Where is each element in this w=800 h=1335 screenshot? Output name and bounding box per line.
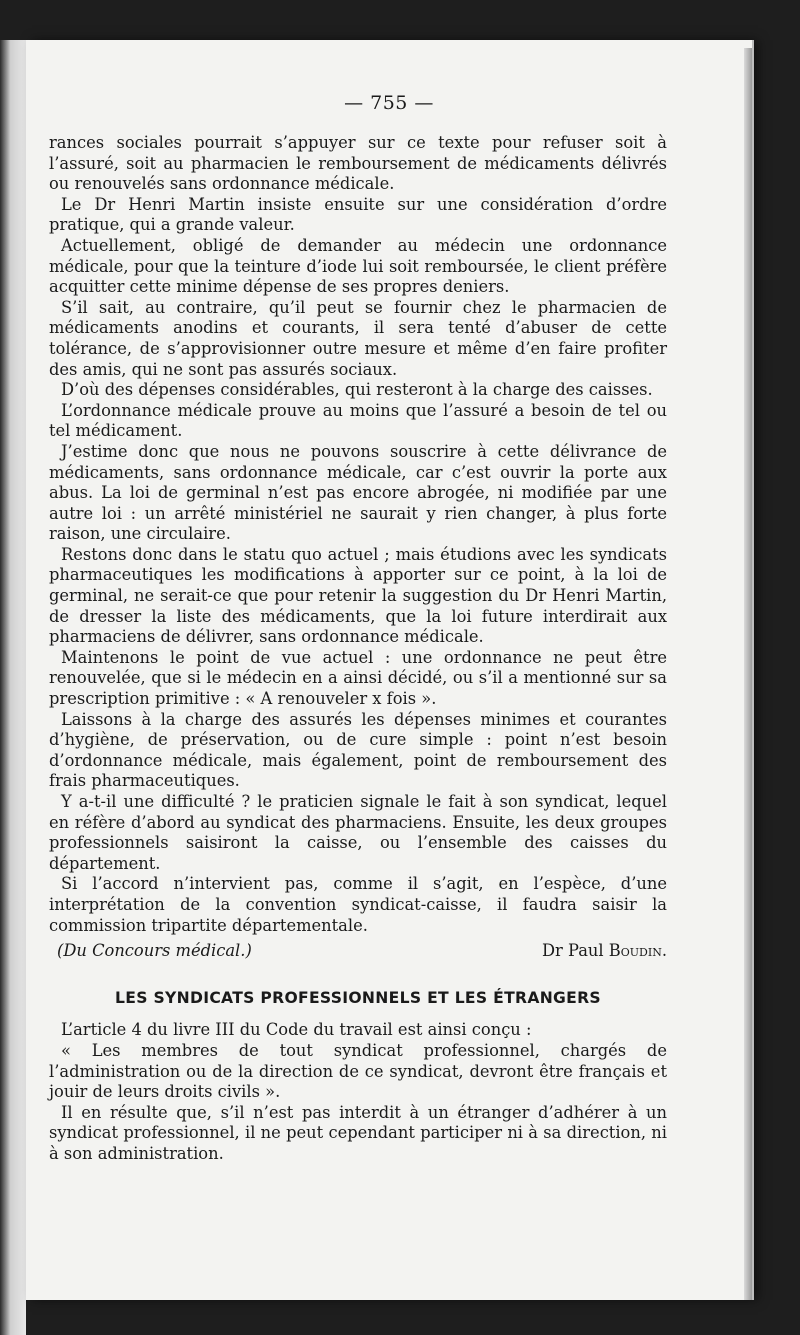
article-author bbox=[542, 941, 667, 962]
paragraph: Si l’accord n’intervient pas, comme il s’agit, en l’espèce, d’une interprétation de la convention syndicat-caisse, il faudra saisir la commission tripartite départementale. bbox=[49, 874, 667, 935]
paragraph: D’où des dépenses considérables, qui resteront à la charge des caisses. bbox=[61, 380, 653, 400]
page-edge bbox=[744, 48, 752, 1300]
article-source: (Du Concours médical.) bbox=[57, 941, 252, 961]
paragraph: Actuellement, obligé de demander au médecin une ordonnance médicale, pour que la teinture d’iode lui soit remboursée, le client préfère acquitter cette minime dépense de ses propres deniers. bbox=[49, 235, 667, 297]
paragraph: Maintenons le point de vue actuel : une ordonnance ne peut être renouvelée, que si le médecin en a ainsi décidé, ou s’il a mentionné sur sa prescription primitive : « A renouveler x fois ». bbox=[49, 647, 667, 709]
paragraph: Restons donc dans le statu quo actuel ; mais étudions avec les syndicats pharmaceutiques les modifications à apporter sur ce point, à la loi de germinal, ne serait-ce que pour retenir la suggestion du Dr Henri Martin, de dresser la liste des médicaments, que la loi future interdirait aux pharmaciens de délivrer, sans ordonnance médicale. bbox=[49, 544, 667, 647]
paragraph: Il en résulte que, s’il n’est pas interdit à un étranger d’adhérer à un syndicat professionnel, il ne peut cependant participer ni à sa direction, ni à son administration. bbox=[49, 1102, 667, 1163]
author-prefix: Dr Paul bbox=[541, 941, 609, 961]
paragraph: rances sociales pourrait s’appuyer sur ce texte pour refuser soit à l’assuré, soit au pharmacien le remboursement de médicaments délivrés ou renouvelés sans ordonnance médicale. bbox=[49, 133, 667, 194]
article-signature bbox=[49, 941, 667, 962]
page-number: — 755 — bbox=[344, 92, 434, 114]
paragraph: Le Dr Henri Martin insiste ensuite sur une considération d’ordre pratique, qui a grande valeur. bbox=[49, 194, 667, 235]
page-body bbox=[49, 133, 667, 1165]
document-page bbox=[26, 40, 752, 1300]
paragraph: J’estime donc que nous ne pouvons souscrire à cette délivrance de médicaments, sans ordonnance médicale, car c’est ouvrir la porte aux abus. La loi de germinal n’est pas encore abrogée, ni modifiée par une autre loi : un arrêté ministériel ne saurait y rien changer, à plus forte raison, une circulaire. bbox=[49, 441, 667, 544]
paragraph: L’ordonnance médicale prouve au moins que l’assuré a besoin de tel ou tel médicament. bbox=[49, 400, 667, 441]
paragraph: Y a-t-il une difficulté ? le praticien signale le fait à son syndicat, lequel en réfère d’abord au syndicat des pharmaciens. Ensuite, les deux groupes professionnels saisiront la caisse, ou l’ensemble des caisses du département. bbox=[49, 792, 667, 873]
author-surname: Boudin. bbox=[608, 941, 667, 961]
previous-page-edge bbox=[0, 40, 26, 1335]
quote-paragraph: « Les membres de tout syndicat professionnel, chargés de l’administration ou de la direction de ce syndicat, devront être français et jouir de leurs droits civils ». bbox=[49, 1040, 667, 1102]
paragraph: Laissons à la charge des assurés les dépenses minimes et courantes d’hygiène, de préservation, ou de cure simple : point n’est besoin d’ordonnance médicale, mais également, point de remboursement des frais pharmaceutiques. bbox=[49, 709, 667, 791]
section-heading: LES SYNDICATS PROFESSIONNELS ET LES ÉTRANGERS bbox=[115, 988, 601, 1007]
paragraph: S’il sait, au contraire, qu’il peut se fournir chez le pharmacien de médicaments anodins et courants, il sera tenté d’abuser de cette tolérance, de s’approvisionner outre mesure et même d’en faire profiter des amis, qui ne sont pas assurés sociaux. bbox=[49, 297, 667, 379]
paragraph: L’article 4 du livre III du Code du travail est ainsi conçu : bbox=[61, 1020, 532, 1040]
